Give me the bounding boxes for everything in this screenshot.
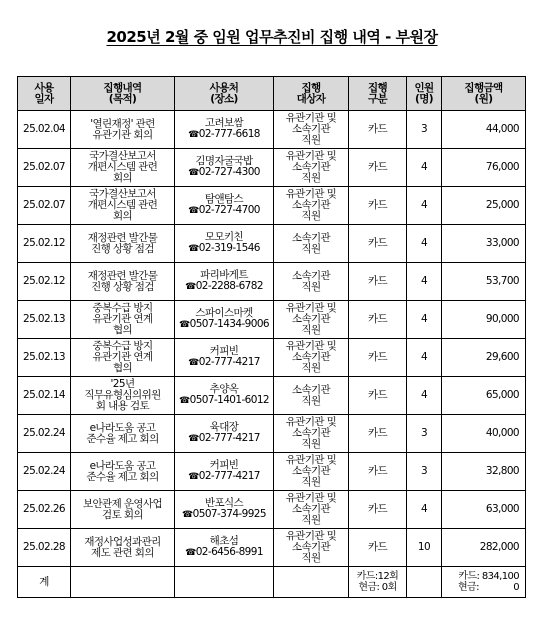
- cell-date: 25.02.26: [18, 491, 71, 529]
- target-text: 유관기관 및: [285, 454, 337, 466]
- place-name: 커피빈: [209, 345, 239, 357]
- expense-table: [17, 76, 526, 598]
- cell-type: 카드: [349, 111, 407, 149]
- target-text: 소속기관: [291, 231, 331, 244]
- cell-people: 4: [407, 263, 442, 301]
- header-target: [274, 77, 349, 111]
- purpose-text: 협의: [112, 324, 133, 336]
- purpose-text: 진행 상황 점검: [91, 242, 154, 255]
- target-text: 유관기관 및: [285, 150, 337, 162]
- table-row: [18, 149, 526, 187]
- place-phone: ☎02-2288-6782: [185, 280, 263, 292]
- purpose-text: 회의: [112, 172, 133, 184]
- table-header: [18, 77, 526, 111]
- cell-place: [175, 453, 274, 491]
- table-row: [18, 415, 526, 453]
- cell-people: 3: [407, 415, 442, 453]
- cell-amount: 25,000: [442, 187, 526, 225]
- header-date: [18, 77, 71, 111]
- table-row: [18, 301, 526, 339]
- cell-place: [175, 187, 274, 225]
- purpose-text: 유관기관 연계: [92, 313, 153, 325]
- phone-icon: ☎: [188, 206, 199, 216]
- target-text: 직원: [301, 514, 321, 526]
- phone-icon: ☎: [188, 168, 199, 178]
- cell-target: [274, 415, 349, 453]
- purpose-text: 회의: [112, 210, 133, 222]
- cell-date: 25.02.04: [18, 111, 71, 149]
- total-empty-target: [274, 567, 349, 598]
- cell-purpose: [71, 225, 175, 263]
- phone-icon: ☎: [185, 548, 196, 558]
- target-text: 소속기관: [291, 123, 331, 135]
- target-text: 소속기관: [291, 199, 331, 211]
- table-row: [18, 339, 526, 377]
- place-name: 해초섬: [209, 535, 239, 547]
- cell-place: [175, 149, 274, 187]
- cell-amount: 282,000: [442, 529, 526, 567]
- cell-amount: 63,000: [442, 491, 526, 529]
- header-row: [18, 77, 526, 111]
- phone-icon: ☎: [185, 282, 196, 292]
- cell-place: [175, 111, 274, 149]
- cell-purpose: [71, 491, 175, 529]
- cell-target: [274, 453, 349, 491]
- cell-type: 카드: [349, 415, 407, 453]
- cell-date: 25.02.13: [18, 339, 71, 377]
- purpose-text: '열린재정' 관련: [90, 117, 155, 130]
- target-text: 소속기관: [291, 161, 331, 173]
- target-text: 직원: [301, 172, 321, 184]
- cell-date: 25.02.07: [18, 187, 71, 225]
- total-cash-amount: [442, 582, 519, 593]
- header-text: 집행: [301, 81, 321, 94]
- total-empty-people: [407, 567, 442, 598]
- total-amount: [442, 567, 526, 598]
- table-row: [18, 377, 526, 415]
- place-phone: ☎02-777-4217: [188, 470, 260, 482]
- header-amount: [442, 77, 526, 111]
- target-text: 직원: [301, 438, 321, 450]
- cell-people: 4: [407, 225, 442, 263]
- header-text: (명): [415, 92, 433, 105]
- cell-place: [175, 415, 274, 453]
- target-text: 유관기관 및: [285, 340, 337, 352]
- cell-amount: 40,000: [442, 415, 526, 453]
- cell-amount: 76,000: [442, 149, 526, 187]
- total-payment-count: [349, 567, 407, 598]
- cell-place: [175, 339, 274, 377]
- cell-target: [274, 149, 349, 187]
- payment-count-text: 현금: 0회: [358, 582, 397, 593]
- cell-date: 25.02.12: [18, 263, 71, 301]
- target-text: 소속기관: [291, 427, 331, 439]
- purpose-text: 재정사업성과관리: [84, 535, 161, 548]
- cell-target: [274, 225, 349, 263]
- place-phone: ☎0507-1401-6012: [179, 394, 269, 406]
- place-name: 파리바게트: [200, 269, 248, 281]
- target-text: 직원: [301, 394, 321, 407]
- place-phone: ☎02-777-4217: [188, 356, 260, 368]
- phone-icon: ☎: [188, 434, 199, 444]
- cell-target: [274, 529, 349, 567]
- cell-type: 카드: [349, 377, 407, 415]
- cell-purpose: [71, 301, 175, 339]
- phone-icon: ☎: [188, 472, 199, 482]
- header-text: 집행내역: [103, 81, 142, 94]
- header-people: [407, 77, 442, 111]
- table-row: [18, 187, 526, 225]
- target-text: 소속기관: [291, 313, 331, 325]
- target-text: 소속기관: [291, 503, 331, 515]
- cell-amount: 32,800: [442, 453, 526, 491]
- total-label: 계: [18, 567, 71, 598]
- cell-amount: 33,000: [442, 225, 526, 263]
- purpose-text: 준수율 제고 회의: [86, 470, 159, 483]
- purpose-text: 진행 상황 점검: [91, 280, 154, 293]
- purpose-text: 중복수급 방지: [92, 302, 153, 314]
- cell-people: 4: [407, 149, 442, 187]
- cell-type: 카드: [349, 263, 407, 301]
- cell-amount: 65,000: [442, 377, 526, 415]
- place-phone: ☎02-777-6618: [188, 128, 260, 140]
- total-card-amount: 카드: 834,100: [458, 571, 519, 582]
- header-text: 사용: [34, 81, 54, 94]
- place-name: 스파이스마켓: [195, 307, 253, 319]
- purpose-text: 검토 회의: [102, 508, 143, 521]
- target-text: 소속기관: [291, 269, 331, 282]
- cell-place: [175, 301, 274, 339]
- table-row: [18, 111, 526, 149]
- target-text: 소속기관: [291, 351, 331, 363]
- purpose-text: 제도 관련 회의: [91, 546, 154, 559]
- cell-target: [274, 111, 349, 149]
- place-phone: ☎02-319-1546: [188, 242, 260, 254]
- cell-type: 카드: [349, 149, 407, 187]
- cell-people: 4: [407, 187, 442, 225]
- header-text: (장소): [210, 92, 238, 105]
- cash-value: 0: [513, 582, 519, 593]
- cell-type: 카드: [349, 225, 407, 263]
- purpose-text: 준수율 제고 회의: [86, 432, 159, 445]
- cell-date: 25.02.13: [18, 301, 71, 339]
- place-name: 추양옥: [209, 383, 239, 395]
- purpose-text: 개편시스템 관련: [87, 161, 158, 173]
- payment-count-text: 카드:12회: [356, 571, 399, 582]
- cell-target: [274, 301, 349, 339]
- cell-purpose: [71, 415, 175, 453]
- cell-people: 10: [407, 529, 442, 567]
- document-title: [0, 26, 544, 47]
- phone-icon: ☎: [179, 320, 190, 330]
- cell-target: [274, 187, 349, 225]
- table-body: [18, 111, 526, 598]
- cell-target: [274, 339, 349, 377]
- table-row: [18, 225, 526, 263]
- cell-place: [175, 529, 274, 567]
- cell-place: [175, 377, 274, 415]
- place-name: 모모키친: [204, 231, 244, 243]
- purpose-text: 재정관련 발간물: [87, 231, 158, 244]
- table-row: [18, 529, 526, 567]
- target-text: 직원: [301, 210, 321, 222]
- target-text: 유관기관 및: [285, 492, 337, 504]
- header-text: 집행금액: [464, 81, 503, 94]
- phone-icon: ☎: [179, 396, 190, 406]
- cell-date: 25.02.24: [18, 453, 71, 491]
- header-text: 대상자: [296, 92, 326, 105]
- cell-amount: 90,000: [442, 301, 526, 339]
- document-title-text: 2025년 2월 중 임원 업무추진비 집행 내역 - 부원장: [106, 28, 438, 46]
- cell-purpose: [71, 263, 175, 301]
- cash-label: 현금:: [458, 582, 479, 593]
- purpose-text: 협의: [112, 362, 133, 374]
- purpose-text: 재정관련 발간물: [87, 269, 158, 282]
- target-text: 유관기관 및: [285, 530, 337, 542]
- total-empty-purpose: [71, 567, 175, 598]
- purpose-text: 보안관제 운영사업: [82, 497, 163, 510]
- cell-type: 카드: [349, 491, 407, 529]
- place-phone: ☎02-727-4300: [188, 166, 260, 178]
- target-text: 직원: [301, 324, 321, 336]
- cell-place: [175, 263, 274, 301]
- cell-target: [274, 377, 349, 415]
- cell-target: [274, 263, 349, 301]
- place-phone: ☎0507-374-9925: [182, 508, 266, 520]
- cell-purpose: [71, 187, 175, 225]
- target-text: 유관기관 및: [285, 302, 337, 314]
- cell-purpose: [71, 377, 175, 415]
- phone-icon: ☎: [188, 130, 199, 140]
- cell-date: 25.02.07: [18, 149, 71, 187]
- target-text: 직원: [301, 552, 321, 564]
- cell-people: 4: [407, 301, 442, 339]
- header-text: 사용처: [209, 81, 239, 94]
- cell-people: 4: [407, 377, 442, 415]
- target-text: 직원: [301, 476, 321, 488]
- place-phone: ☎02-727-4700: [188, 204, 260, 216]
- cell-amount: 53,700: [442, 263, 526, 301]
- header-text: (목적): [108, 92, 137, 105]
- header-type: [349, 77, 407, 111]
- cell-date: 25.02.12: [18, 225, 71, 263]
- target-text: 직원: [301, 134, 321, 146]
- cell-type: 카드: [349, 529, 407, 567]
- purpose-text: 회 내용 검토: [95, 400, 150, 412]
- cell-purpose: [71, 149, 175, 187]
- phone-icon: ☎: [188, 244, 199, 254]
- place-name: 김명자굴국밥: [195, 155, 253, 167]
- cell-date: 25.02.28: [18, 529, 71, 567]
- header-text: (원): [474, 92, 493, 105]
- cell-purpose: [71, 453, 175, 491]
- table-row: [18, 453, 526, 491]
- target-text: 직원: [301, 362, 321, 374]
- place-name: 탐앤탐스: [204, 193, 244, 205]
- phone-icon: ☎: [188, 358, 199, 368]
- purpose-text: e나라도움 공고: [89, 459, 156, 472]
- cell-amount: 44,000: [442, 111, 526, 149]
- cell-type: 카드: [349, 453, 407, 491]
- total-empty-place: [175, 567, 274, 598]
- target-text: 직원: [301, 280, 321, 293]
- cell-type: 카드: [349, 187, 407, 225]
- place-name: 커피빈: [209, 459, 239, 471]
- target-text: 소속기관: [291, 465, 331, 477]
- target-text: 직원: [301, 242, 321, 255]
- target-text: 유관기관 및: [285, 112, 337, 124]
- header-text: 인원: [414, 81, 434, 94]
- purpose-text: 중복수급 방지: [92, 340, 153, 352]
- header-text: 구분: [367, 92, 388, 105]
- total-row: [18, 567, 526, 598]
- place-name: 고려보쌈: [204, 117, 244, 129]
- place-phone: ☎02-6456-8991: [185, 546, 263, 558]
- header-purpose: [71, 77, 175, 111]
- cell-people: 4: [407, 491, 442, 529]
- cell-purpose: [71, 529, 175, 567]
- target-text: 유관기관 및: [285, 188, 337, 200]
- cell-purpose: [71, 111, 175, 149]
- purpose-text: '25년: [110, 378, 135, 390]
- cell-type: 카드: [349, 339, 407, 377]
- place-phone: ☎02-777-4217: [188, 432, 260, 444]
- cell-target: [274, 491, 349, 529]
- table-row: [18, 491, 526, 529]
- cell-place: [175, 491, 274, 529]
- cell-purpose: [71, 339, 175, 377]
- cell-date: 25.02.24: [18, 415, 71, 453]
- header-text: 집행: [367, 81, 388, 94]
- cell-people: 4: [407, 339, 442, 377]
- cell-type: 카드: [349, 301, 407, 339]
- header-text: 일자: [34, 92, 54, 105]
- purpose-text: 직무유형심의위원: [84, 389, 161, 401]
- target-text: 소속기관: [291, 383, 331, 396]
- target-text: 소속기관: [291, 541, 331, 553]
- cell-date: 25.02.14: [18, 377, 71, 415]
- cell-amount: 29,600: [442, 339, 526, 377]
- target-text: 유관기관 및: [285, 416, 337, 428]
- purpose-text: 유관기관 회의: [92, 128, 153, 141]
- table-row: [18, 263, 526, 301]
- purpose-text: 개편시스템 관련: [87, 199, 158, 211]
- purpose-text: e나라도움 공고: [89, 421, 156, 434]
- place-name: 반포식스: [204, 497, 244, 509]
- place-name: 육대장: [209, 421, 239, 433]
- place-phone: ☎0507-1434-9006: [179, 318, 269, 330]
- cell-place: [175, 225, 274, 263]
- header-place: [175, 77, 274, 111]
- purpose-text: 국가결산보고서: [89, 150, 156, 162]
- purpose-text: 유관기관 연계: [92, 351, 153, 363]
- purpose-text: 국가결산보고서: [89, 188, 156, 200]
- phone-icon: ☎: [182, 510, 193, 520]
- cell-people: 3: [407, 111, 442, 149]
- cell-people: 3: [407, 453, 442, 491]
